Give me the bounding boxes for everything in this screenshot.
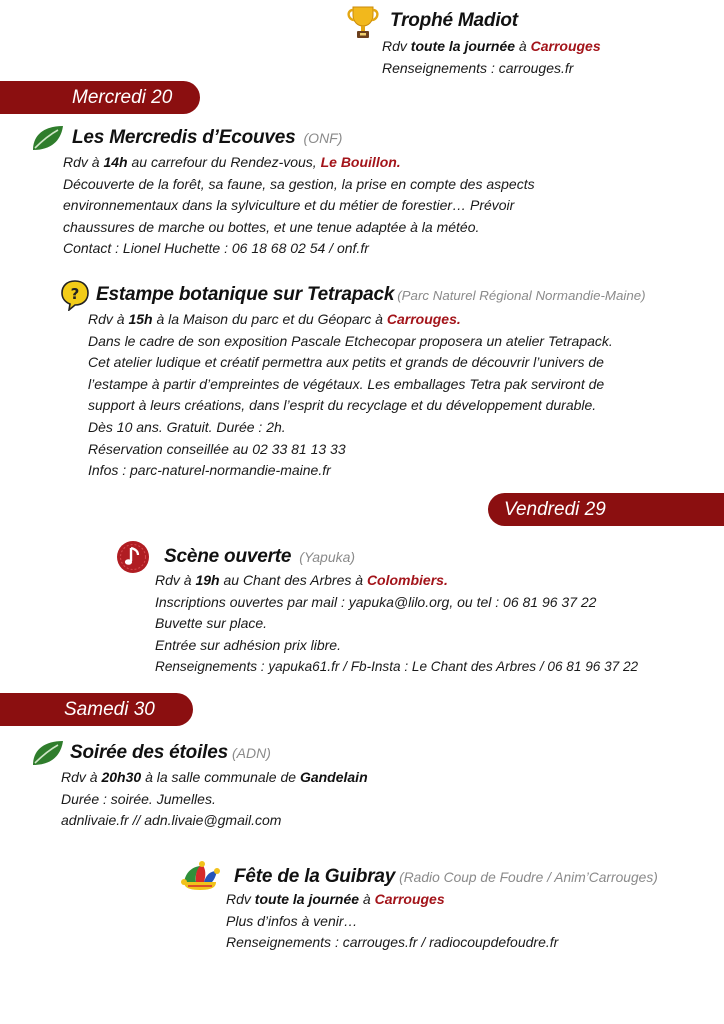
rdv-prefix: Rdv à [88,311,125,327]
event-organizer: (ONF) [303,130,343,146]
day-label: Vendredi 29 [504,499,606,520]
event-desc-line: Découverte de la forêt, sa faune, sa gestion, la prise en compte des aspects [63,175,535,192]
event-desc-line: Dès 10 ans. Gratuit. Durée : 2h. [88,418,286,435]
event-desc-line: environnementaux dans la sylviculture et du métier de forestier… Prévoir [63,197,515,214]
event-rdv-line [226,889,658,911]
event-scene-ouverte [116,540,638,678]
rdv-prefix: Rdv à [61,769,98,785]
event-info-line: Infos : parc-naturel-normandie-maine.fr [88,462,331,479]
leaf-icon [30,123,64,153]
event-fete-guibray [178,860,658,954]
svg-text:?: ? [70,285,80,303]
rdv-place: Colombiers. [366,572,448,588]
event-desc-line: Buvette sur place. [155,615,268,632]
day-band-mercredi [0,81,200,114]
event-desc-line: l’estampe à partir d’empreintes de végétaux. Les emballages Tetra pak serviront de [88,375,605,392]
rdv-when: toute la journée [254,891,360,907]
rdv-when: toute la journée [410,38,516,54]
event-title-row [344,2,601,40]
event-title: Estampe botanique sur Tetrapack [96,284,395,305]
rdv-place: Gandelain [299,769,368,785]
question-bubble-icon [60,279,90,311]
event-rdv-line [155,570,638,592]
trophy-icon [344,2,382,40]
event-trophe-madiot [344,2,601,79]
rdv-prefix: Rdv [382,38,407,54]
rdv-mid: au Chant des Arbres à [223,572,364,588]
event-info-line: Renseignements : carrouges.fr / radiocoupdefoudre.fr [226,934,559,951]
rdv-time: 19h [195,572,220,588]
event-desc-line: Durée : soirée. Jumelles. [61,790,216,807]
event-info-line: Renseignements : carrouges.fr [382,59,574,76]
rdv-mid: à la Maison du parc et du Géoparc à [156,311,383,327]
event-desc-line: Entrée sur adhésion prix libre. [155,636,341,653]
rdv-prefix: Rdv à [155,572,192,588]
rdv-mid: à [362,891,371,907]
event-rdv-line [61,767,368,789]
event-title: Soirée des étoiles [70,742,228,763]
event-info-line: Renseignements : yapuka61.fr / Fb-Insta : Le Chant des Arbres / 06 81 96 37 22 [155,659,639,675]
event-rdv-line [88,309,646,331]
rdv-place: Le Bouillon. [320,154,401,170]
event-soiree-etoiles [30,738,368,832]
rdv-prefix: Rdv [226,891,251,907]
event-contact-line: Contact : Lionel Huchette : 06 18 68 02 54 / onf.fr [63,240,369,257]
event-title-row [30,123,535,153]
event-mercredis-ecouves [30,123,535,260]
jester-hat-icon [178,860,222,894]
day-band-samedi [0,693,193,726]
event-title-row [60,279,646,311]
event-desc-line: Dans le cadre de son exposition Pascale Etchecopar proposera un atelier Tetrapack. [88,332,613,349]
event-desc-line: Plus d’infos à venir… [226,912,358,929]
rdv-time: 20h30 [101,769,142,785]
event-organizer: (Radio Coup de Foudre / Anim’Carrouges) [399,869,658,885]
event-title-row [116,540,638,574]
rdv-mid: au carrefour du Rendez-vous, [131,154,317,170]
event-title: Fête de la Guibray [234,866,396,887]
day-label: Samedi 30 [64,699,155,720]
rdv-time: 14h [103,154,128,170]
event-desc-line: support à leurs créations, dans l’esprit du recyclage et du développement durable. [88,397,597,414]
rdv-place: Carrouges [530,38,601,54]
day-label: Mercredi 20 [72,87,173,108]
event-organizer: (Yapuka) [299,549,356,565]
event-contact-line: adnlivaie.fr // adn.livaie@gmail.com [61,812,282,829]
event-organizer: (Parc Naturel Régional Normandie-Maine) [397,287,646,303]
event-rdv-line [382,36,601,58]
rdv-mid: à la salle communale de [145,769,297,785]
rdv-time: 15h [128,311,153,327]
rdv-prefix: Rdv à [63,154,100,170]
event-desc-line: Cet atelier ludique et créatif permettra aux petits et grands de découvrir l’univers de [88,354,604,371]
event-title: Les Mercredis d’Ecouves [72,127,296,148]
rdv-place: Carrouges [374,891,445,907]
leaf-icon [30,738,64,768]
rdv-mid: à [518,38,527,54]
event-estampe-botanique [60,279,646,482]
event-desc-line: chaussures de marche ou bottes, et une tenue adaptée à la météo. [63,218,480,235]
event-organizer: (ADN) [231,745,271,761]
event-desc-line: Réservation conseillée au 02 33 81 13 33 [88,440,346,457]
day-band-vendredi [488,493,724,526]
rdv-place: Carrouges. [386,311,461,327]
music-note-icon [116,540,150,574]
event-title-row [30,738,368,768]
event-desc-line: Inscriptions ouvertes par mail : yapuka@lilo.org, ou tel : 06 81 96 37 22 [155,593,597,610]
event-title: Scène ouverte [164,546,292,567]
event-rdv-line [63,152,535,174]
event-title: Trophé Madiot [390,10,518,31]
